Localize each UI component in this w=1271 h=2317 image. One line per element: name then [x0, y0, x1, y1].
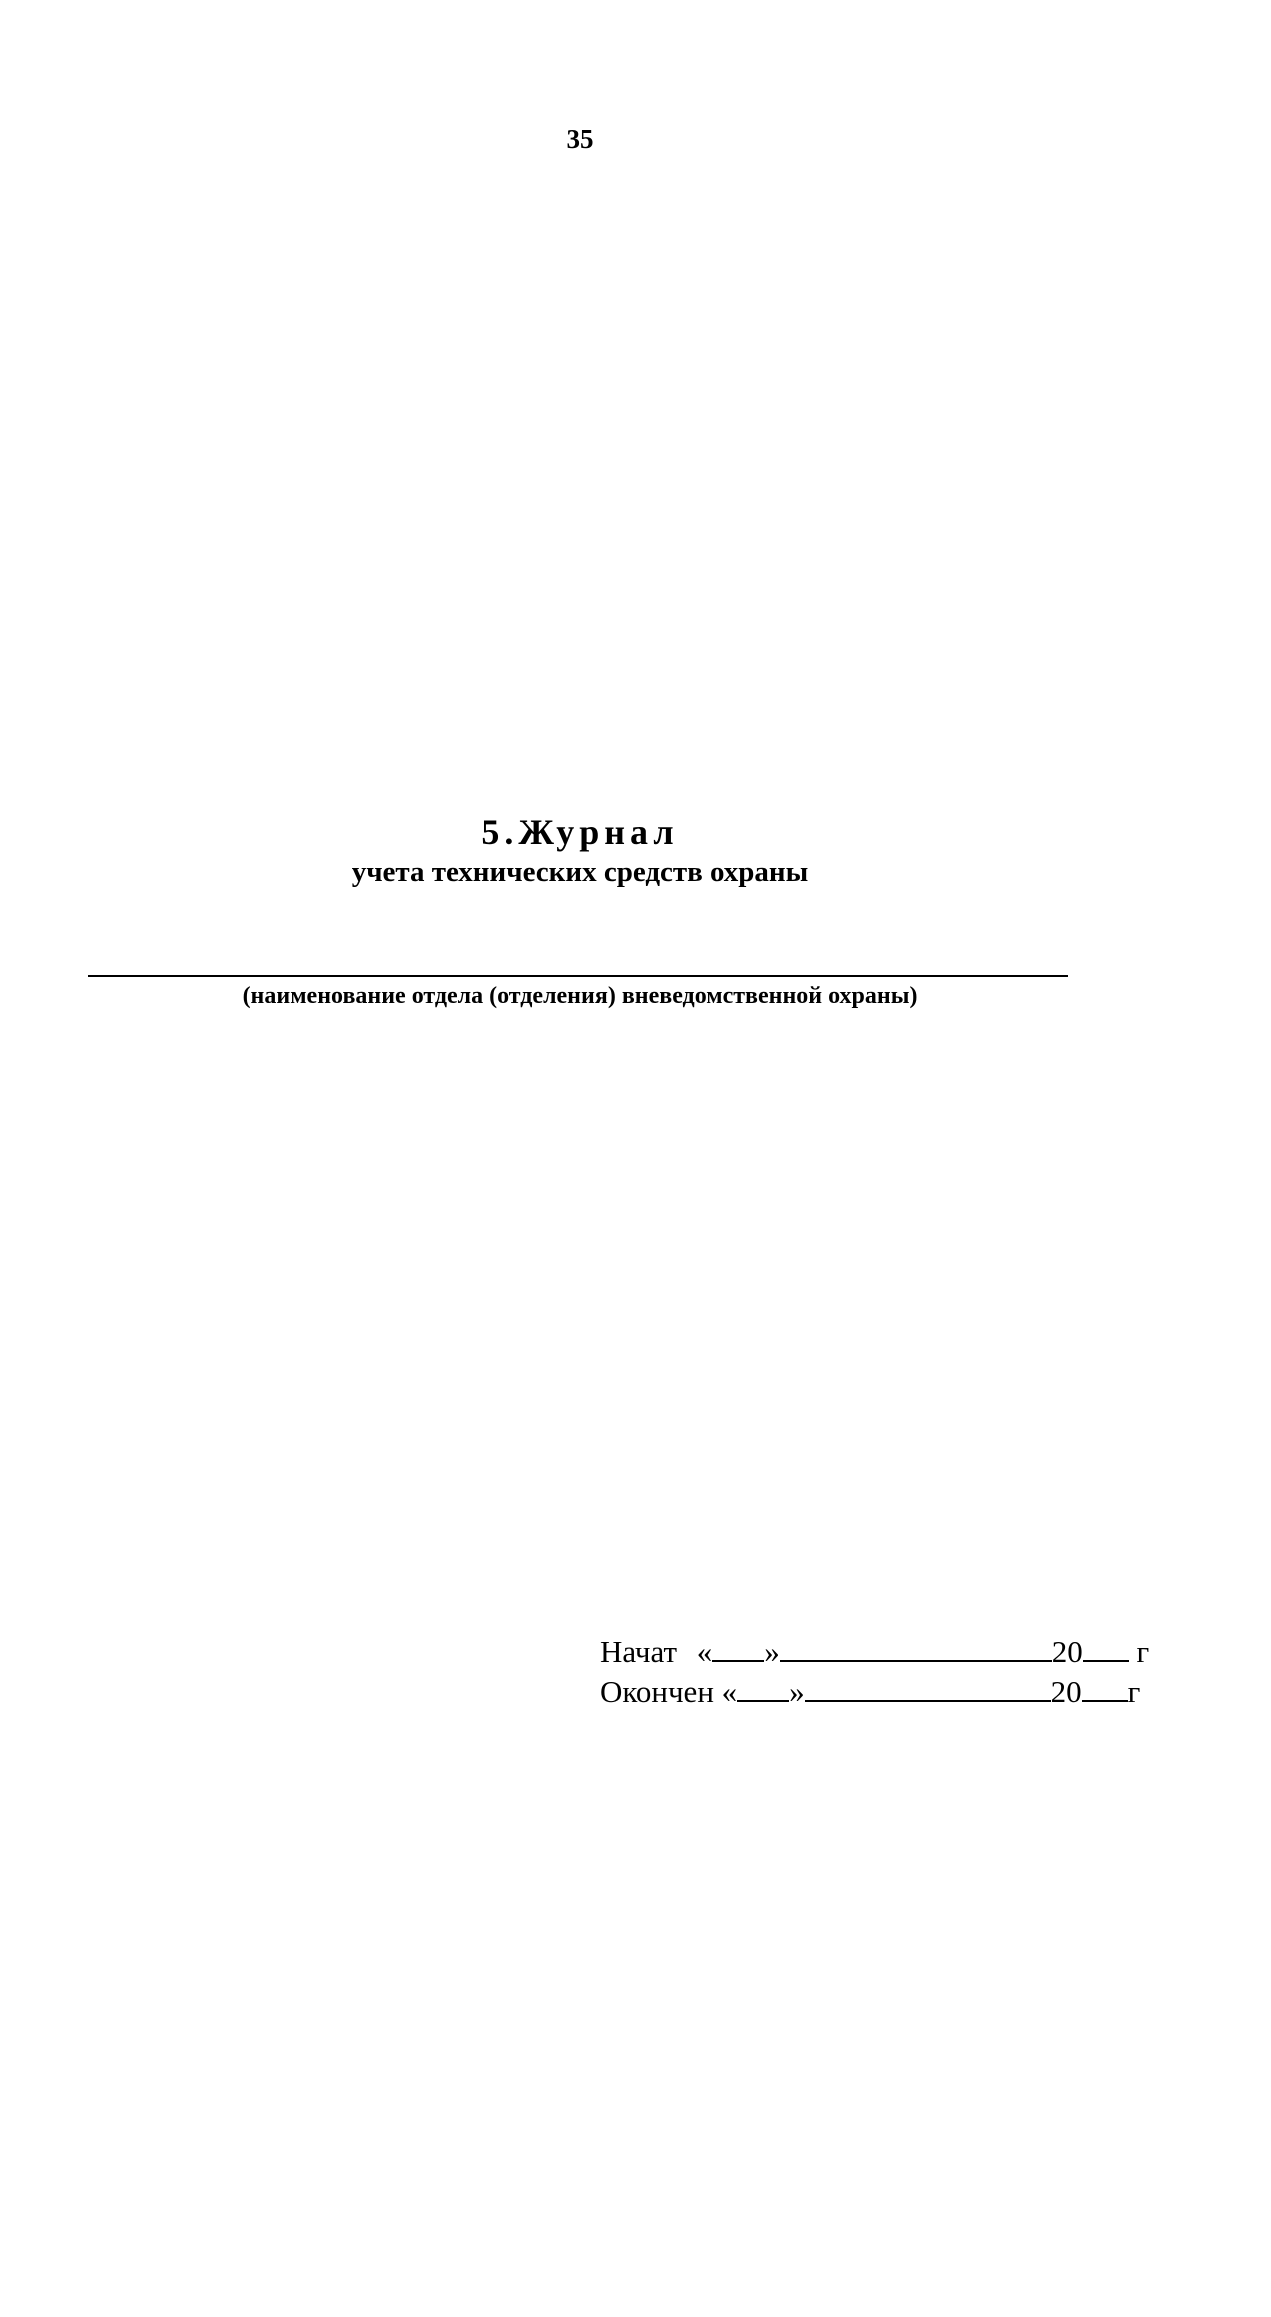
start-date-century: 20 [1051, 1634, 1083, 1669]
end-date-close-quote: » [789, 1674, 805, 1709]
end-date-open-quote: « [721, 1674, 738, 1709]
end-date-row [600, 1672, 1149, 1712]
end-date-label: Окончен [600, 1674, 714, 1709]
document-subtitle: учета технических средств охраны [351, 856, 809, 888]
document-title: 5.Журнал [481, 812, 679, 852]
end-date-year-suffix: г [1127, 1674, 1141, 1709]
page-number: 35 [566, 124, 594, 154]
start-date-open-quote: « [696, 1634, 713, 1669]
end-day-blank[interactable] [737, 1672, 789, 1702]
start-month-blank[interactable] [780, 1632, 1052, 1662]
end-month-blank[interactable] [805, 1672, 1051, 1702]
start-date-row [600, 1632, 1149, 1672]
title-block [0, 810, 1160, 890]
organization-name-line [88, 975, 1068, 977]
start-date-year-suffix: г [1136, 1634, 1150, 1669]
start-year-blank[interactable] [1083, 1632, 1129, 1662]
end-year-blank[interactable] [1082, 1672, 1128, 1702]
start-date-close-quote: » [764, 1634, 780, 1669]
end-date-century: 20 [1050, 1674, 1082, 1709]
dates-block [600, 1632, 1149, 1712]
organization-caption: (наименование отдела (отделения) вневедомственной охраны) [242, 983, 918, 1009]
start-day-blank[interactable] [712, 1632, 764, 1662]
start-date-label: Начат [600, 1634, 678, 1669]
